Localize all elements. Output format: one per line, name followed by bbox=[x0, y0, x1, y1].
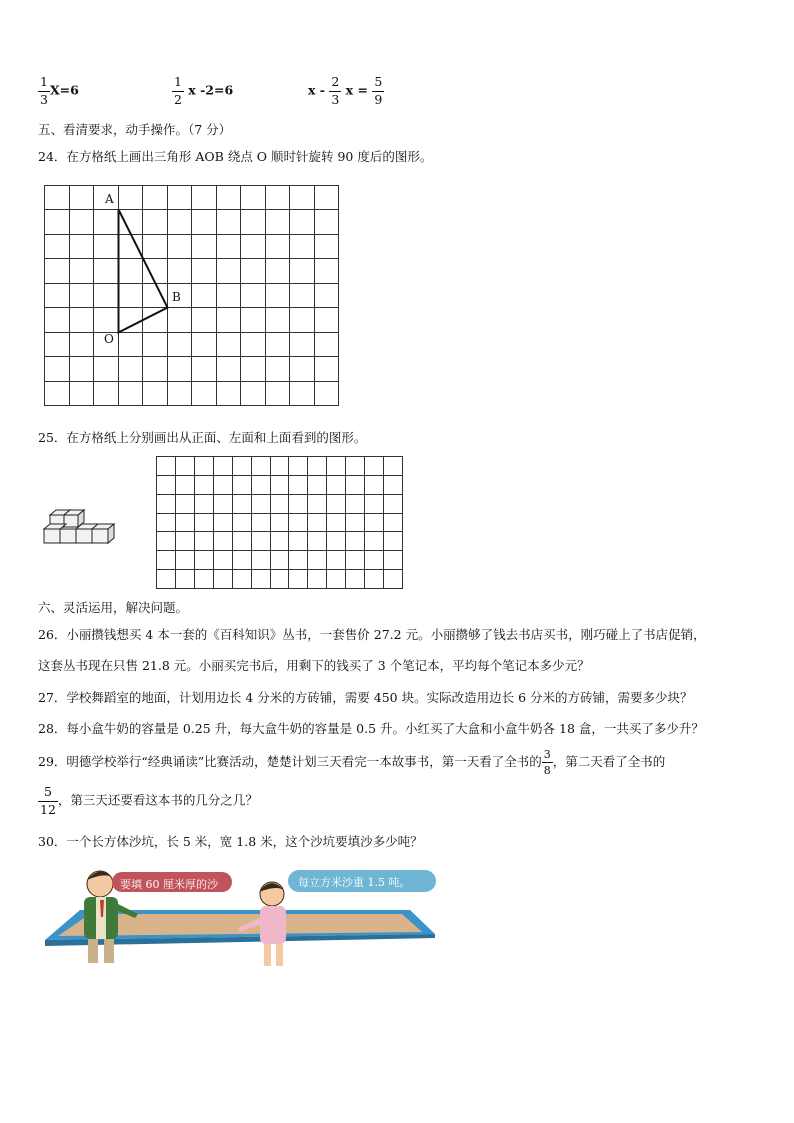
equation-rest: X=6 bbox=[49, 82, 79, 98]
point-a-label: A bbox=[105, 192, 114, 206]
equation-mid: x = bbox=[341, 82, 368, 98]
question-27: 27．学校舞蹈室的地面，计划用边长 4 分米的方砖铺，需要 450 块。实际改造用边长 6 分米的方砖铺，需要多少块？ bbox=[38, 690, 693, 705]
numerator: 1 bbox=[38, 76, 50, 92]
right-speech-bubble: 每立方米沙重 1.5 吨。 bbox=[298, 876, 411, 889]
equation-3 bbox=[308, 76, 384, 106]
fraction bbox=[38, 76, 50, 106]
question-28: 28．每小盒牛奶的容量是 0.25 升，每大盒牛奶的容量是 0.5 升。小红买了大盒和小盒牛奶各 18 盒，一共买了多少升？ bbox=[38, 721, 704, 736]
equation-2 bbox=[172, 76, 233, 106]
section-5-title: 五、看清要求，动手操作。（7 分） bbox=[38, 122, 232, 137]
question-26-line-2: 这套丛书现在只售 21.8 元。小丽买完书后，用剩下的钱买了 3 个笔记本，平均每个笔记本多少元？ bbox=[38, 658, 590, 673]
grid-lines bbox=[45, 186, 339, 406]
denominator: 8 bbox=[543, 764, 551, 777]
fraction bbox=[172, 76, 184, 106]
fraction bbox=[38, 786, 58, 816]
point-b-label: B bbox=[172, 290, 181, 304]
numerator: 5 bbox=[38, 786, 58, 802]
question-29-line-2 bbox=[38, 786, 258, 816]
denominator: 2 bbox=[174, 91, 182, 107]
question-30: 30．一个长方体沙坑，长 5 米，宽 1.8 米，这个沙坑要填沙多少吨？ bbox=[38, 834, 423, 849]
numerator: 3 bbox=[543, 748, 551, 761]
question-29-text: 29．明德学校举行“经典诵读”比赛活动，楚楚计划三天看完一本故事书，第一天看了全书的 bbox=[38, 754, 542, 769]
left-speech-bubble: 要填 60 厘米厚的沙 bbox=[120, 878, 218, 891]
point-o-label: O bbox=[104, 332, 114, 346]
q25-grid-figure bbox=[156, 456, 404, 590]
equation-prefix: x - bbox=[308, 82, 325, 98]
section-6-title: 六、灵活运用，解决问题。 bbox=[38, 600, 189, 615]
denominator: 3 bbox=[331, 91, 340, 107]
fraction bbox=[542, 749, 553, 776]
question-24: 24．在方格纸上画出三角形 AOB 绕点 O 顺时针旋转 90 度后的图形。 bbox=[38, 149, 433, 164]
cube-stack-figure bbox=[42, 505, 122, 549]
numerator: 2 bbox=[329, 76, 341, 92]
equation-1 bbox=[38, 76, 79, 106]
denominator: 9 bbox=[374, 91, 383, 107]
question-26-line-1: 26．小丽攒钱想买 4 本一套的《百科知识》丛书，一套售价 27.2 元。小丽攒够了钱去书店买书，刚巧碰上了书店促销， bbox=[38, 627, 706, 642]
fraction bbox=[329, 76, 341, 106]
question-29-text: ，第三天还要看这本书的几分之几？ bbox=[57, 792, 258, 808]
denominator: 3 bbox=[40, 91, 48, 107]
question-25: 25．在方格纸上分别画出从正面、左面和上面看到的图形。 bbox=[38, 430, 367, 445]
numerator: 1 bbox=[172, 76, 184, 92]
denominator: 12 bbox=[40, 801, 56, 817]
numerator: 5 bbox=[372, 76, 384, 92]
question-29-text: ，第二天看了全书的 bbox=[552, 754, 666, 769]
equation-rest: x -2=6 bbox=[183, 82, 234, 98]
q24-grid-figure bbox=[44, 185, 340, 407]
question-29-line-1 bbox=[38, 749, 665, 776]
fraction bbox=[372, 76, 384, 106]
